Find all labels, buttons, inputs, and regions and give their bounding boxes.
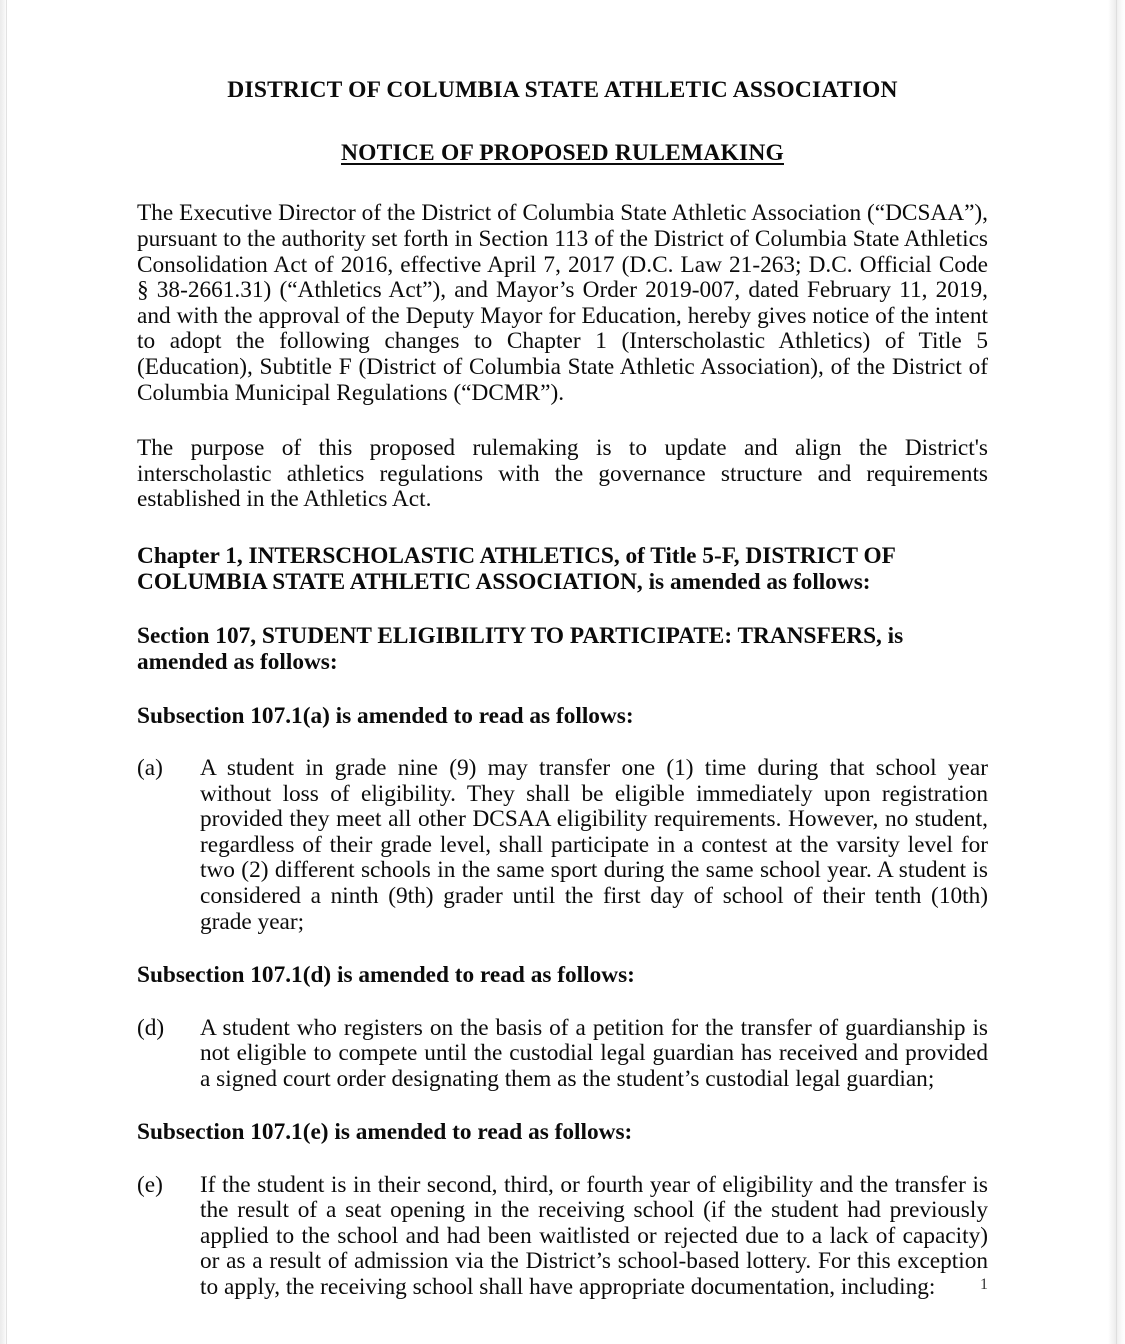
heading-chapter-amendment: Chapter 1, INTERSCHOLASTIC ATHLETICS, of Title 5-F, DISTRICT OF COLUMBIA STATE ATHLETIC ASSOCIATION, is amended as follows: (137, 542, 895, 596)
heading-subsection-107-1-a: Subsection 107.1(a) is amended to read as follows: (137, 702, 634, 729)
list-item-text-d: A student who registers on the basis of a petition for the transfer of guardianship is not eligible to compete until the custodial legal guardian has received and provided a signed court order designating them as the student’s custodial legal guardian; (200, 1014, 988, 1092)
spacer-1 (137, 406, 988, 436)
spacer-6 (137, 935, 988, 962)
heading-section-107: Section 107, STUDENT ELIGIBILITY TO PARTICIPATE: TRANSFERS, is amended as follows: (137, 622, 904, 676)
list-item-marker-d: (d) (137, 1014, 165, 1041)
document-title: DISTRICT OF COLUMBIA STATE ATHLETIC ASSOCIATION (227, 77, 898, 103)
list-item-text-a: A student in grade nine (9) may transfer one (1) time during that school year without loss of eligibility. They shall be eligible immediately upon registration provided they meet all other DCSAA eligibility requirements. However, no student, regardless of their grade level, shall participate in a contest at the varsity level for two (2) different schools in the same sport during the same school year. A student is considered a ninth (9th) grader until the first day of school of their tenth (10th) grade year; (200, 754, 988, 935)
page-number: 1 (980, 1276, 988, 1293)
list-item (137, 756, 988, 935)
list-item (137, 1016, 988, 1093)
paragraph-purpose: The purpose of this proposed rulemaking is to update and align the District's interscholastic athletics regulations with the governance structure and requirements established in the Athletics Act. (137, 435, 988, 513)
spacer-after-subtitle (137, 167, 988, 201)
spacer-2 (137, 513, 988, 543)
heading-subsection-107-1-d: Subsection 107.1(d) is amended to read as follows: (137, 962, 635, 989)
document-content-column (137, 0, 988, 1301)
paragraph-authority: The Executive Director of the District of Columbia State Athletic Association (“DCSAA”), pursuant to the authority set forth in Section 113 of the District of Columbia State Athletics Consolidation Act of 2016, effective April 7, 2017 (D.C. Law 21-263; D.C. Official Code § 38-2661.31) (“Athletics Act”), and Mayor’s Order 2019-007, dated February 11, 2019, and with the approval of the Deputy Mayor for Education, hereby gives notice of the intent to adopt the following changes to Chapter 1 (Interscholastic Athletics) of Title 5 (Education), Subtitle F (District of Columbia State Athletic Association), of the District of Columbia Municipal Regulations (“DCMR”). (137, 200, 988, 406)
list-item-marker-e: (e) (137, 1171, 163, 1198)
spacer-8 (137, 1092, 988, 1119)
document-subtitle-underlined-text: NOTICE OF PROPOSED RULEMAKING (341, 140, 784, 167)
document-subtitle (137, 104, 988, 167)
list-item-text-e: If the student is in their second, third, or fourth year of eligibility and the transfer is the result of a seat opening in the receiving school (if the student had previously applied to the school and had been waitlisted or rejected due to a lack of capacity) or as a result of admission via the District’s school-based lottery. For this exception to apply, the receiving school shall have appropriate documentation, including: (200, 1171, 988, 1301)
spacer-7 (137, 989, 988, 1016)
heading-subsection-107-1-e: Subsection 107.1(e) is amended to read as follows: (137, 1119, 633, 1146)
spacer-9 (137, 1146, 988, 1173)
spacer-4 (137, 676, 988, 703)
spacer-3 (137, 596, 988, 623)
spacer-5 (137, 729, 988, 756)
list-item-marker-a: (a) (137, 754, 163, 781)
